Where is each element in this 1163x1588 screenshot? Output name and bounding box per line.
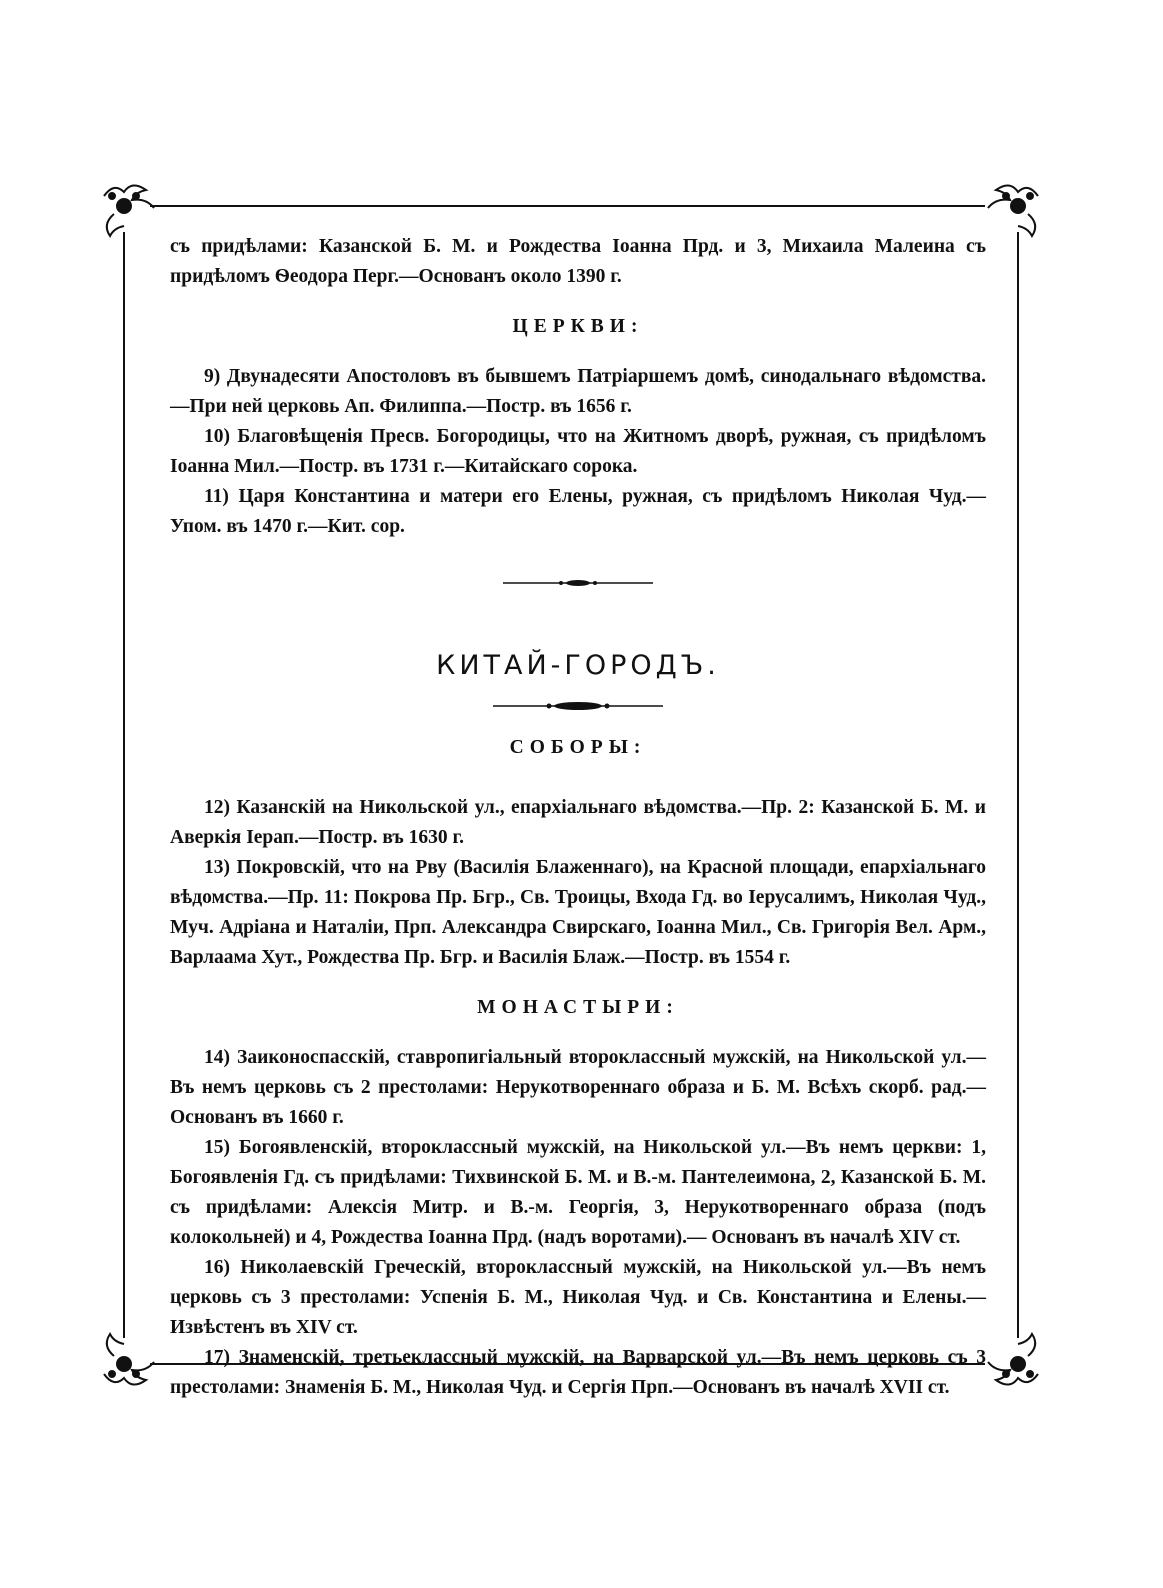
entry-14: 14) Заиконоспасскій, ставропигіальный второклассный мужскій, на Никольской ул.—Въ немъ церковь съ 2 престолами: Нерукотвореннаго образа и Б. М. Всѣхъ скорб. рад.—Основанъ въ 1660 г. [170, 1047, 986, 1128]
corner-ornament-bottom-right-icon [988, 1334, 1038, 1385]
corner-ornament-top-left-icon [104, 185, 154, 236]
entry-10: 10) Благовѣщенія Пресв. Богородицы, что на Житномъ дворѣ, ружная, съ придѣломъ Іоанна Мил.—Постр. въ 1731 г.—Китайскаго сорока. [170, 426, 986, 477]
entry-17: 17) Знаменскій, третьеклассный мужскій, на Варварской ул.—Въ немъ церковь съ 3 престолами: Знаменія Б. М., Николая Чуд. и Сергія Прп.—Основанъ въ началѣ XVII ст. [170, 1347, 986, 1398]
title-ornament-icon [493, 699, 663, 713]
entry-11: 11) Царя Константина и матери его Елены, ружная, съ придѣломъ Николая Чуд.—Упом. въ 1470 г.—Кит. сор. [170, 486, 986, 537]
entry-16: 16) Николаевскій Греческій, второклассный мужскій, на Никольской ул.—Въ немъ церковь съ 3 престолами: Успенія Б. М., Николая Чуд. и Св. Константина и Елены.—Извѣстенъ въ XIV ст. [170, 1257, 986, 1338]
entry-9: 9) Двунадесяти Апостоловъ въ бывшемъ Патріаршемъ домѣ, синодальнаго вѣдомства.—При ней церковь Ап. Филиппа.—Постр. въ 1656 г. [170, 366, 986, 417]
entry-15: 15) Богоявленскій, второклассный мужскій, на Никольской ул.—Въ немъ церкви: 1, Богоявленія Гд. съ придѣлами: Тихвинской Б. М. и В.-м. Пантелеимона, 2, Казанской Б. М. съ придѣлами: Алексія Митр. и В.-м. Георгія, 3, Нерукотвореннаго образа (подъ колокольней) и 4, Рождества Іоанна Прд. (надъ воротами).— Основанъ въ началѣ XIV ст. [170, 1137, 986, 1248]
corner-ornament-bottom-left-icon [104, 1334, 154, 1385]
divider-ornament-icon [503, 576, 653, 590]
corner-ornament-top-right-icon [988, 185, 1038, 236]
entry-13: 13) Покровскій, что на Рву (Василія Блаженнаго), на Красной площади, епархіальнаго вѣдомства.—Пр. 11: Покрова Пр. Бгр., Св. Троицы, Входа Гд. во Іерусалимъ, Николая Чуд., Муч. Адріана и Наталіи, Прп. Александра Свирскаго, Іоанна Мил., Св. Григорія Вел. Арм., Варлаама Хут., Рождества Пр. Бгр. и Василія Блаж.—Постр. въ 1554 г. [170, 857, 986, 968]
section-heading-monasteries: МОНАСТЫРИ: [477, 997, 679, 1018]
section-heading-cathedrals: СОБОРЫ: [509, 737, 647, 758]
intro-paragraph: съ придѣлами: Казанской Б. М. и Рождества Іоанна Прд. и 3, Михаила Малеина съ придѣломъ Ѳеодора Перг.—Основанъ около 1390 г. [170, 236, 986, 287]
entry-12: 12) Казанскій на Никольской ул., епархіальнаго вѣдомства.—Пр. 2: Казанской Б. М. и Аверкія Іерап.—Постр. въ 1630 г. [170, 797, 986, 848]
chapter-title: КИТАЙ-ГОРОДЪ. [436, 650, 720, 681]
page-content [170, 232, 986, 1403]
section-heading-churches: ЦЕРКВИ: [512, 316, 644, 337]
